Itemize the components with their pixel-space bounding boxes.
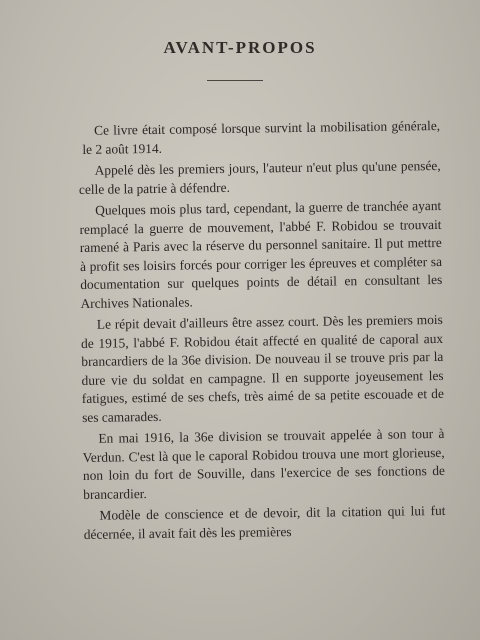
paragraph-4: Le répit devait d'ailleurs être assez court. Dès les premiers mois de 1915, l'abbé F. Robidou était affecté en qualité de caporal aux brancardiers de la 36e division. De nouveau il se trouve pris par la dure vie du soldat en campagne. Il en supporte joyeusement les fatigues, estimé de ses chefs, très aimé de sa petite escouade et de ses camarades.: [80, 311, 444, 425]
page-title: AVANT-PROPOS: [163, 38, 317, 57]
paragraph-2: Appelé dès les premiers jours, l'auteur n'eut plus qu'une pensée, celle de la patrie à défendre.: [78, 157, 441, 197]
title-divider: [207, 80, 263, 81]
paragraph-6: Modèle de conscience et de devoir, dit la citation qui lui fut décernée, il avait fait dès les premières: [83, 502, 446, 542]
paragraph-3: Quelques mois plus tard, cependant, la guerre de tranchée ayant remplacé la guerre de mouvement, l'abbé F. Robidou se trouvait ramené à Paris avec la réserve du personnel sanitaire. Il put mettre à profit ses loisirs forcés pour corriger les épreuves et compléter sa documentation sur quelques points de détail en consultant les Archives Nationales.: [79, 197, 443, 311]
paragraph-1: Ce livre était composé lorsque survint la mobilisation générale, le 2 août 1914.: [82, 117, 441, 157]
paragraph-5: En mai 1916, la 36e division se trouvait appelée à son tour à Verdun. C'est là que le caporal Robidou trouva une mort glorieuse, non loin du fort de Souville, dans l'exercice de ses fonctions de brancardier.: [82, 425, 446, 502]
body-text: [78, 117, 446, 547]
